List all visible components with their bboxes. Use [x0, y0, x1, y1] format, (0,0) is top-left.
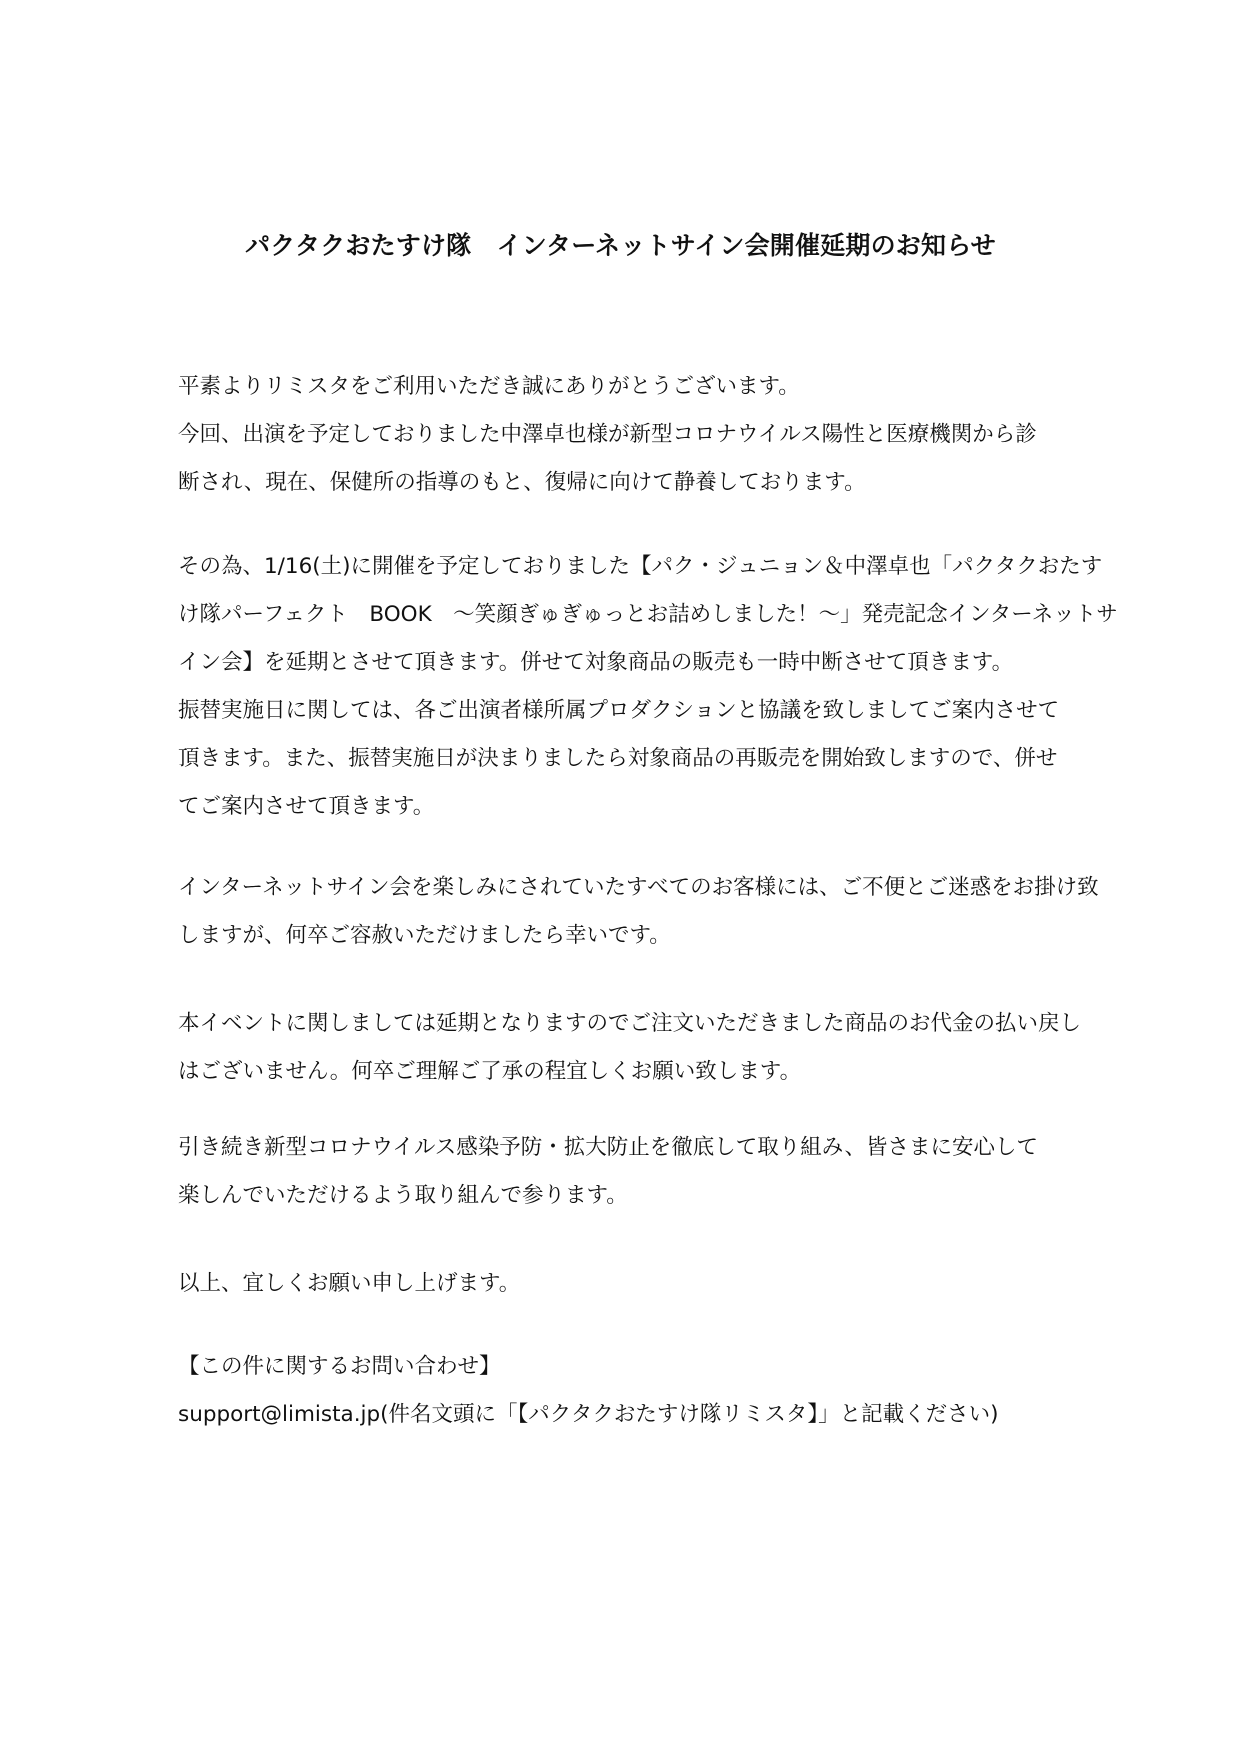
- page-title: パクタクおたすけ隊 インターネットサイン会開催延期のお知らせ: [245, 231, 996, 260]
- text-line: その為、1/16(土)に開催を予定しておりました【パク・ジュニョン＆中澤卓也「パクタクおたす: [178, 554, 1103, 579]
- paragraph-postponement: [178, 543, 1118, 831]
- text-line: 断され、現在、保健所の指導のもと、復帰に向けて静養しております。: [178, 470, 866, 495]
- text-line: け隊パーフェクト BOOK ～笑顔ぎゅぎゅっとお詰めしました！～」発売記念インターネットサ: [178, 602, 1118, 627]
- contact-email-line: support@limista.jp(件名文頭に「【パクタクおたすけ隊リミスタ】」と記載ください): [178, 1402, 999, 1427]
- text-line: 頂きます。また、振替実施日が決まりましたら対象商品の再販売を開始致しますので、併せ: [178, 746, 1058, 771]
- contact-heading: 【この件に関するお問い合わせ】: [178, 1354, 501, 1379]
- text-line: 本イベントに関しましては延期となりますのでご注文いただきました商品のお代金の払い戻し: [178, 1011, 1082, 1036]
- paragraph-apology: [178, 864, 1099, 960]
- text-line: インターネットサイン会を楽しみにされていたすべてのお客様には、ご不便とご迷惑をお掛け致: [178, 875, 1099, 900]
- text-line: しますが、何卒ご容赦いただけましたら幸いです。: [178, 923, 671, 948]
- text-line: イン会】を延期とさせて頂きます。併せて対象商品の販売も一時中断させて頂きます。: [178, 650, 1014, 675]
- text-line: 平素よりリミスタをご利用いただき誠にありがとうございます。: [178, 374, 800, 399]
- paragraph-greeting: [178, 363, 1078, 507]
- text-line: 引き続き新型コロナウイルス感染予防・拡大防止を徹底して取り組み、皆さまに安心して: [178, 1135, 1039, 1160]
- text-line: はございません。何卒ご理解ご了承の程宜しくお願い致します。: [178, 1059, 802, 1084]
- text-line: 以上、宜しくお願い申し上げます。: [178, 1271, 521, 1296]
- paragraph-refund: [178, 1000, 1082, 1096]
- contact-section: [178, 1343, 1078, 1439]
- text-line: てご案内させて頂きます。: [178, 794, 435, 819]
- text-line: 楽しんでいただけるよう取り組んで参ります。: [178, 1183, 628, 1208]
- text-line: 振替実施日に関しては、各ご出演者様所属プロダクションと協議を致しましてご案内させて: [178, 698, 1060, 723]
- paragraph-prevention: [178, 1124, 1078, 1220]
- text-line: 今回、出演を予定しておりました中澤卓也様が新型コロナウイルス陽性と医療機関から診: [178, 422, 1037, 447]
- paragraph-closing: [178, 1260, 1078, 1308]
